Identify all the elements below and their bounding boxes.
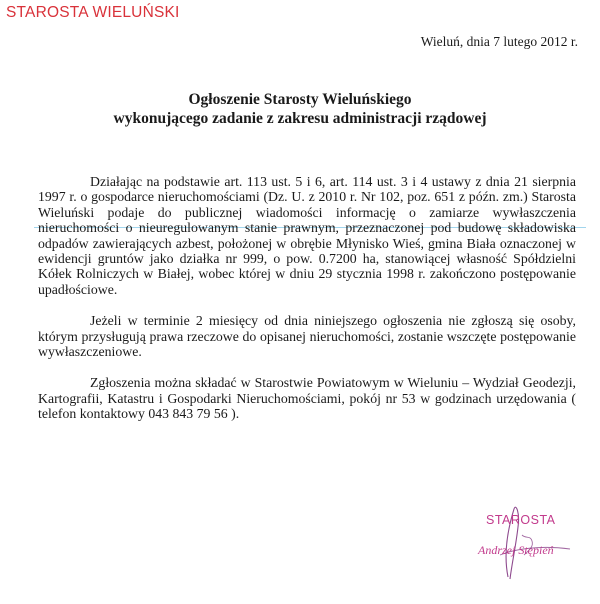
place-date: Wieluń, dnia 7 lutego 2012 r. (420, 34, 578, 49)
paragraph-deadline: Jeżeli w terminie 2 miesięcy od dnia niniejszego ogłoszenia nie zgłoszą się osoby, którym przysługują prawa rzeczowe do opisanej nieruchomości, zostanie wszczęte postępowanie wywłaszczeniowe. (38, 313, 576, 360)
signature-title: STAROSTA (486, 513, 556, 527)
paragraph-legal-basis: Działając na podstawie art. 113 ust. 5 i 6, art. 114 ust. 3 i 4 ustawy z dnia 21 sierpnia 1997 r. o gospodarce nieruchomościami (Dz. U. z 2010 r. Nr 102, poz. 651 z późn. zm.) Starosta Wieluński podaje do publicznej wiadomości informację o zamiarze wywłaszczenia nieruchomości o nieuregulowanym stanie prawnym, przeznaczonej pod budowę składowiska odpadów zawierających azbest, położonej w obrębie Młynisko Wieś, gmina Biała oznaczonej w ewidencji gruntów jako działka nr 999, o pow. 0.7200 ha, stanowiącej własność Spółdzielni Kółek Rolniczych w Białej, wobec której w dniu 29 stycznia 1998 r. zakończono postępowanie upadłościowe. (38, 174, 576, 297)
title-line-1: Ogłoszenie Starosty Wieluńskiego (188, 91, 412, 108)
signature-name: Andrzej Stępień (478, 543, 554, 557)
announcement-title (0, 90, 600, 128)
title-line-2: wykonującego zadanie z zakresu administracji rządowej (113, 110, 487, 127)
paragraph-submissions: Zgłoszenia można składać w Starostwie Powiatowym w Wieluniu – Wydział Geodezji, Kartografii, Katastru i Gospodarki Nieruchomościami, pokój nr 53 w godzinach urzędowania ( telefon kontaktowy 043 843 79 56 ). (38, 375, 576, 422)
announcement-body (38, 174, 576, 438)
signature-block (470, 505, 590, 585)
header-stamp: STAROSTA WIELUŃSKI (6, 4, 180, 21)
